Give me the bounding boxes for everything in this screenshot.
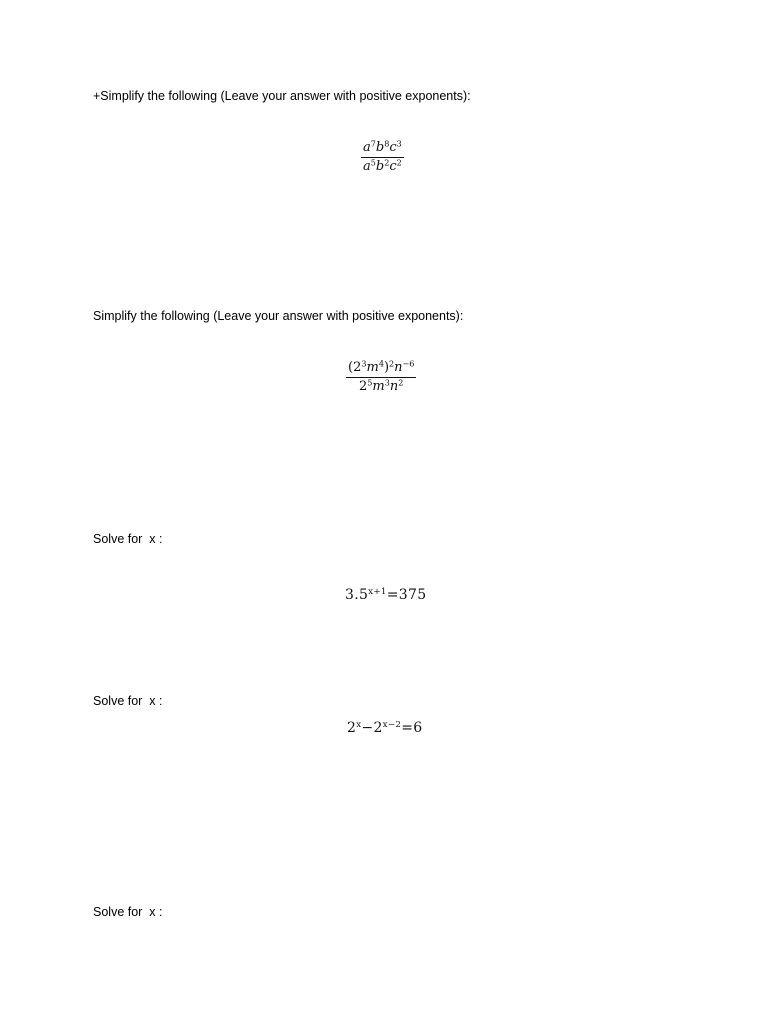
question-5-prompt: Solve for x : bbox=[93, 905, 163, 919]
base-two: 2 bbox=[353, 360, 362, 375]
question-2-prompt: Simplify the following (Leave your answer with positive exponents): bbox=[93, 309, 464, 323]
variable-a: a bbox=[363, 159, 371, 174]
exponent: x bbox=[356, 720, 362, 731]
exponent: x−2 bbox=[382, 720, 402, 731]
base-two: 2 bbox=[359, 379, 368, 394]
variable-m: m bbox=[372, 379, 385, 394]
base-two: 2 bbox=[347, 720, 357, 736]
base-two: 2 bbox=[373, 720, 383, 736]
question-1-prompt: +Simplify the following (Leave your answer with positive exponents): bbox=[93, 89, 471, 103]
exponent: 7 bbox=[370, 139, 376, 149]
variable-a: a bbox=[363, 140, 371, 155]
exponent: 3 bbox=[396, 139, 402, 149]
exponent: 5 bbox=[367, 378, 373, 388]
variable-c: c bbox=[389, 140, 397, 155]
fraction bbox=[361, 140, 404, 174]
exponent: 5 bbox=[370, 158, 376, 168]
variable-n: n bbox=[394, 360, 403, 375]
exponent: 2 bbox=[384, 158, 390, 168]
fraction-bar bbox=[346, 377, 416, 378]
exponent: −6 bbox=[402, 359, 415, 369]
question-1-expression bbox=[361, 140, 404, 174]
question-3-equation bbox=[345, 587, 426, 603]
question-3-prompt: Solve for x : bbox=[93, 532, 163, 546]
fraction-numerator bbox=[361, 140, 404, 155]
question-2-expression bbox=[346, 360, 416, 394]
exponent: 8 bbox=[384, 139, 390, 149]
exponent: 3 bbox=[361, 359, 367, 369]
coefficient: 3.5 bbox=[345, 587, 369, 603]
minus-operator: − bbox=[361, 720, 374, 736]
question-4-prompt: Solve for x : bbox=[93, 694, 163, 708]
fraction-numerator bbox=[346, 360, 416, 375]
variable-c: c bbox=[389, 159, 397, 174]
exponent: 4 bbox=[378, 359, 384, 369]
question-4-equation bbox=[347, 720, 423, 736]
variable-b: b bbox=[375, 140, 385, 155]
right-hand-side: =6 bbox=[401, 720, 423, 736]
fraction-denominator bbox=[357, 379, 405, 394]
left-paren: ( bbox=[348, 360, 354, 375]
exponent: 2 bbox=[398, 378, 404, 388]
fraction bbox=[346, 360, 416, 394]
fraction-denominator bbox=[361, 159, 404, 174]
exponent: 2 bbox=[396, 158, 402, 168]
variable-n: n bbox=[389, 379, 399, 394]
exponent: x+1 bbox=[368, 587, 387, 598]
exponent: 2 bbox=[389, 359, 395, 369]
right-paren: ) bbox=[383, 360, 390, 375]
variable-m: m bbox=[366, 360, 379, 375]
exponent: 3 bbox=[384, 378, 390, 388]
variable-b: b bbox=[375, 159, 385, 174]
right-hand-side: =375 bbox=[386, 587, 427, 603]
